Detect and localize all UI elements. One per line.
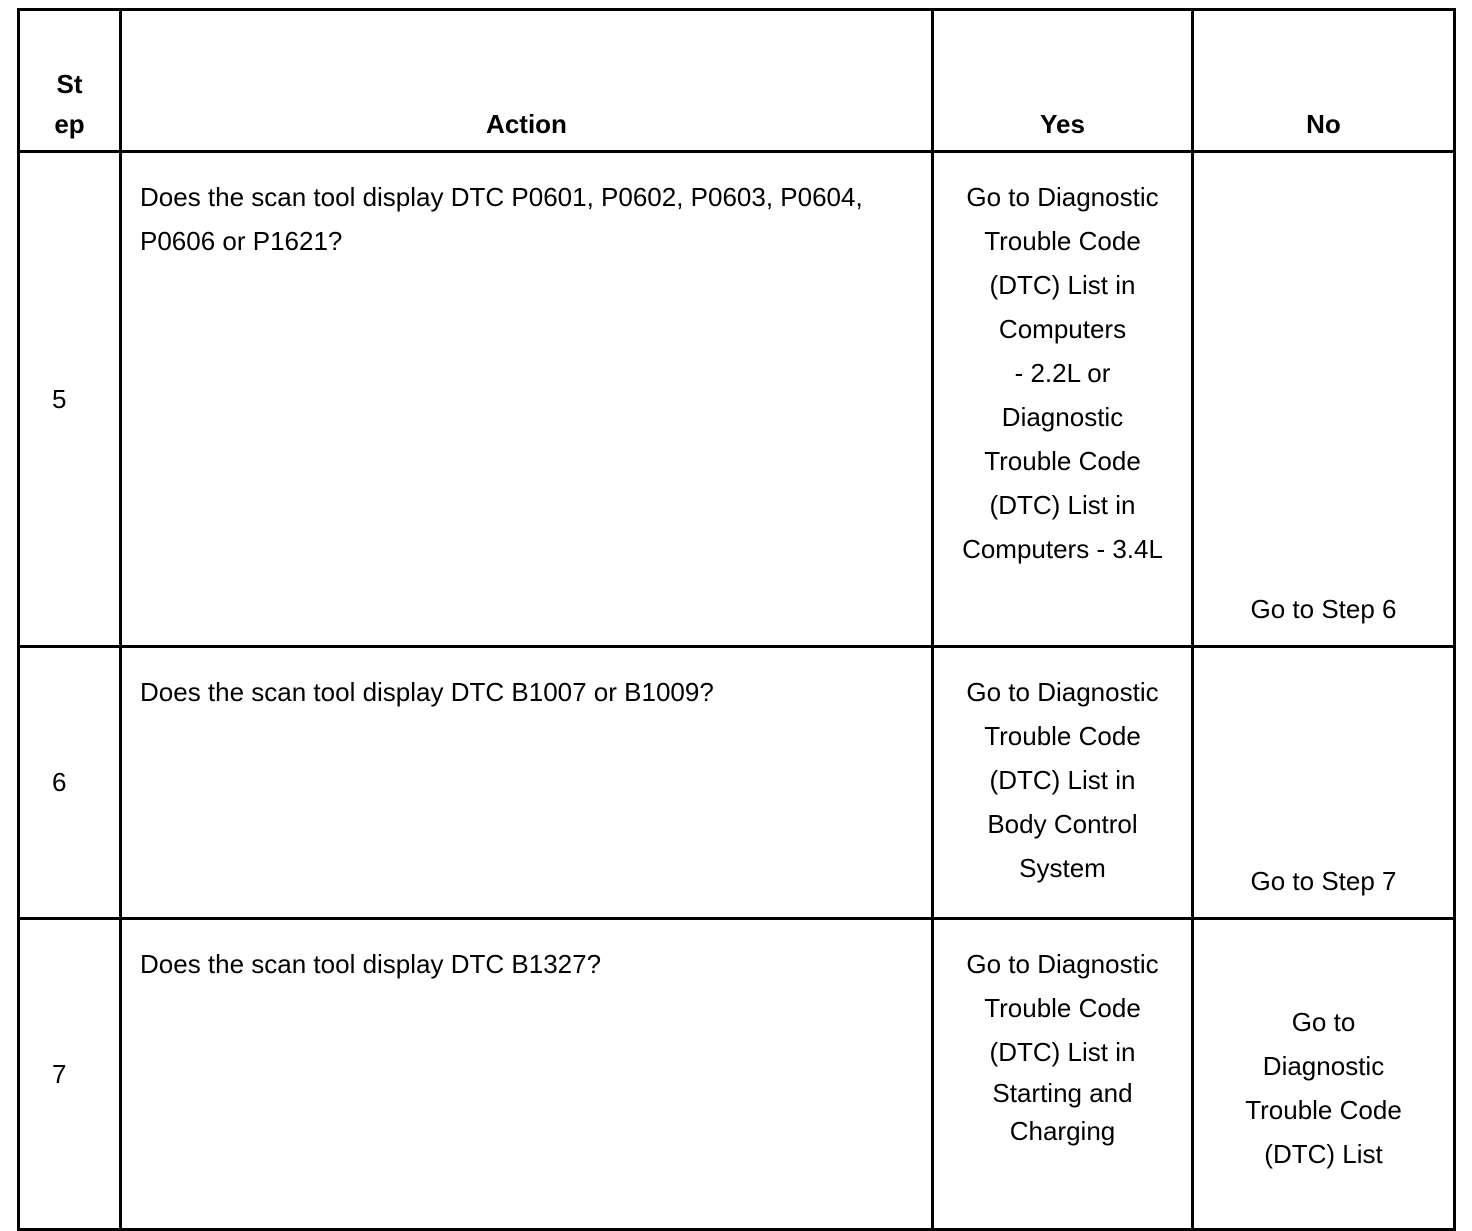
yes-line: - 2.2L or (1014, 358, 1111, 388)
header-action: Action (121, 10, 933, 152)
yes-line: Go to Diagnostic (966, 949, 1159, 979)
yes-result (933, 647, 1193, 919)
table-header (19, 10, 1455, 152)
header-step (19, 10, 121, 152)
yes-line: Computers (998, 314, 1127, 344)
table-row (19, 647, 1455, 919)
yes-line: (DTC) List in (989, 490, 1136, 520)
yes-line: System (1019, 853, 1106, 883)
yes-line: Go to Diagnostic (966, 677, 1159, 707)
diagnostic-table-container (17, 8, 1456, 1231)
no-result (1193, 919, 1455, 1230)
yes-result (933, 919, 1193, 1230)
yes-line: Computers - 3.4L (962, 534, 1163, 564)
table-row (19, 919, 1455, 1230)
action-text: Does the scan tool display DTC P0601, P0602, P0603, P0604, P0606 or P1621? (121, 152, 933, 647)
no-line: Trouble Code (1245, 1095, 1402, 1125)
yes-line: Go to Diagnostic (966, 182, 1159, 212)
yes-line: Trouble Code (984, 446, 1141, 476)
action-text: Does the scan tool display DTC B1007 or B1009? (121, 647, 933, 919)
yes-line: Charging (1009, 1116, 1116, 1146)
yes-line: (DTC) List in (989, 270, 1136, 300)
yes-line: Trouble Code (984, 721, 1141, 751)
step-number: 5 (19, 152, 121, 647)
no-line: Diagnostic (1262, 1051, 1385, 1081)
yes-line: Starting and (992, 1078, 1133, 1108)
yes-line: Trouble Code (984, 993, 1141, 1023)
no-line: Go to Step 7 (1250, 866, 1397, 896)
table-row (19, 152, 1455, 647)
header-row (19, 10, 1455, 152)
header-step-line: ep (54, 109, 85, 139)
step-number: 7 (19, 919, 121, 1230)
header-no: No (1193, 10, 1455, 152)
header-yes: Yes (933, 10, 1193, 152)
no-line: (DTC) List (1264, 1139, 1383, 1169)
yes-line: Diagnostic (1001, 402, 1124, 432)
yes-line: Body Control (987, 809, 1138, 839)
no-line: Go to (1291, 1007, 1356, 1037)
action-text: Does the scan tool display DTC B1327? (121, 919, 933, 1230)
no-result (1193, 152, 1455, 647)
header-step-line: St (56, 69, 83, 99)
yes-line: Trouble Code (984, 226, 1141, 256)
table-body (19, 152, 1455, 1230)
yes-line: (DTC) List in (989, 765, 1136, 795)
no-line: Go to Step 6 (1250, 594, 1397, 624)
diagnostic-steps-table (17, 8, 1456, 1231)
no-result (1193, 647, 1455, 919)
step-number: 6 (19, 647, 121, 919)
yes-line: (DTC) List in (989, 1037, 1136, 1067)
yes-result (933, 152, 1193, 647)
